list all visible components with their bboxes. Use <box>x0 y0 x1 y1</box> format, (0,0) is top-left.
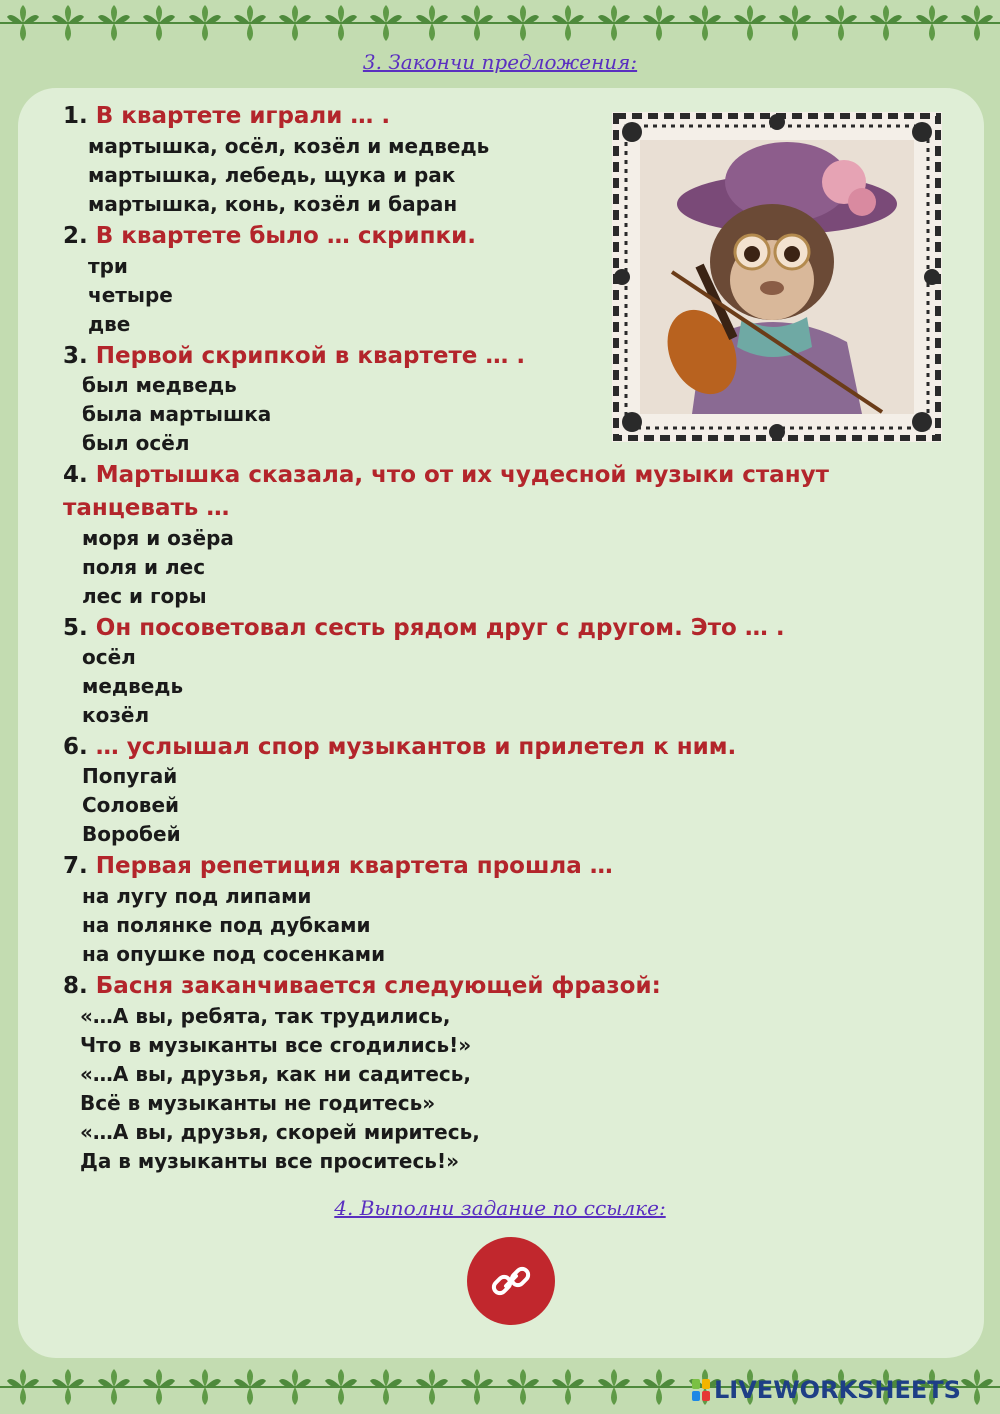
leaf-icon <box>185 1367 225 1407</box>
answer-option[interactable]: был медведь <box>82 373 237 397</box>
leaf-icon <box>503 3 543 43</box>
leaf-icon <box>503 1367 543 1407</box>
leaf-icon <box>3 1367 43 1407</box>
leaf-icon <box>366 3 406 43</box>
leaf-icon <box>366 1367 406 1407</box>
answer-option[interactable]: на полянке под дубками <box>82 913 371 937</box>
question-4 <box>63 459 829 491</box>
leaf-icon <box>94 3 134 43</box>
answer-option-line2[interactable]: Всё в музыканты не годитесь» <box>80 1091 436 1115</box>
question-5 <box>63 612 785 644</box>
leaf-icon <box>230 3 270 43</box>
leaf-icon <box>275 3 315 43</box>
leaf-icon <box>957 3 997 43</box>
top-vine-border <box>0 0 1000 46</box>
question-text: Мартышка сказала, что от их чудесной музыки станут <box>95 462 829 488</box>
logo-blocks-icon <box>692 1379 710 1401</box>
answer-option[interactable]: была мартышка <box>82 402 272 426</box>
question-number: 6. <box>63 734 88 760</box>
logo-wordmark: LIVEWORKSHEETS <box>714 1376 961 1404</box>
leaf-icon <box>412 3 452 43</box>
question-2 <box>63 220 476 252</box>
leaf-icon <box>866 3 906 43</box>
leaf-icon <box>48 3 88 43</box>
leaf-icon <box>821 3 861 43</box>
leaf-icon <box>639 1367 679 1407</box>
answer-option[interactable]: лес и горы <box>82 584 207 608</box>
answer-option[interactable]: медведь <box>82 674 184 698</box>
answer-option[interactable]: «…А вы, друзья, как ни садитесь, <box>80 1062 472 1086</box>
leaf-icon <box>185 3 225 43</box>
leaf-icon <box>275 1367 315 1407</box>
monkey-violin-illustration <box>612 112 942 442</box>
leaf-icon <box>3 3 43 43</box>
answer-option[interactable]: две <box>88 312 131 336</box>
leaf-icon <box>685 3 725 43</box>
answer-option[interactable]: осёл <box>82 645 136 669</box>
question-number: 7. <box>63 853 88 879</box>
leaf-icon <box>775 3 815 43</box>
leaf-icon <box>94 1367 134 1407</box>
question-number: 5. <box>63 615 88 641</box>
question-text: В квартете было … скрипки. <box>95 223 477 249</box>
answer-option[interactable]: моря и озёра <box>82 526 234 550</box>
leaf-icon <box>594 1367 634 1407</box>
answer-option[interactable]: мартышка, осёл, козёл и медведь <box>88 134 490 158</box>
leaf-icon <box>457 1367 497 1407</box>
answer-option[interactable]: козёл <box>82 703 150 727</box>
answer-option[interactable]: «…А вы, друзья, скорей миритесь, <box>80 1120 480 1144</box>
answer-option[interactable]: три <box>88 254 128 278</box>
leaf-icon <box>230 1367 270 1407</box>
leaf-icon <box>139 3 179 43</box>
leaf-icon <box>139 1367 179 1407</box>
section-heading-3: 3. Закончи предложения: <box>362 50 638 74</box>
answer-option[interactable]: на лугу под липами <box>82 884 312 908</box>
answer-option[interactable]: мартышка, конь, козёл и баран <box>88 192 458 216</box>
question-number: 2. <box>63 223 88 249</box>
answer-option-line2[interactable]: Да в музыканты все проситесь!» <box>80 1149 459 1173</box>
answer-option[interactable]: Соловей <box>82 793 180 817</box>
question-text: танцевать … <box>63 495 230 521</box>
question-text: Басня заканчивается следующей фразой: <box>95 973 661 999</box>
leaf-icon <box>321 3 361 43</box>
question-number: 1. <box>63 103 88 129</box>
question-text: Первая репетиция квартета прошла … <box>95 853 613 879</box>
question-text: Первой скрипкой в квартете … . <box>95 343 526 369</box>
question-text: В квартете играли … . <box>95 103 391 129</box>
section-heading-4: 4. Выполни задание по ссылке: <box>334 1196 666 1220</box>
answer-option-line2[interactable]: Что в музыканты все сгодились!» <box>80 1033 472 1057</box>
answer-option[interactable]: «…А вы, ребята, так трудились, <box>80 1004 451 1028</box>
leaf-icon <box>730 3 770 43</box>
question-4-continued <box>63 492 229 524</box>
leaf-icon <box>48 1367 88 1407</box>
leaf-icon <box>457 3 497 43</box>
chain-link-icon <box>489 1259 533 1303</box>
answer-option[interactable]: Воробей <box>82 822 181 846</box>
question-text: Он посоветовал сесть рядом друг с другом. Это … . <box>95 615 785 641</box>
question-text: … услышал спор музыкантов и прилетел к ним. <box>95 734 737 760</box>
leaf-icon <box>412 1367 452 1407</box>
liveworksheets-logo <box>692 1378 961 1402</box>
leaf-icon <box>639 3 679 43</box>
question-8 <box>63 970 661 1002</box>
answer-option[interactable]: Попугай <box>82 764 178 788</box>
leaf-icon <box>548 1367 588 1407</box>
answer-option[interactable]: был осёл <box>82 431 190 455</box>
answer-option[interactable]: четыре <box>88 283 173 307</box>
question-3 <box>63 340 525 372</box>
leaf-icon <box>548 3 588 43</box>
leaf-icon <box>321 1367 361 1407</box>
question-6 <box>63 731 736 763</box>
leaf-icon <box>594 3 634 43</box>
answer-option[interactable]: поля и лес <box>82 555 206 579</box>
link-button[interactable] <box>467 1237 555 1325</box>
question-number: 4. <box>63 462 88 488</box>
answer-option[interactable]: мартышка, лебедь, щука и рак <box>88 163 456 187</box>
leaf-icon <box>912 3 952 43</box>
answer-option[interactable]: на опушке под сосенками <box>82 942 386 966</box>
leaf-icon <box>957 1367 997 1407</box>
question-1 <box>63 100 390 132</box>
question-number: 3. <box>63 343 88 369</box>
question-7 <box>63 850 613 882</box>
question-number: 8. <box>63 973 88 999</box>
